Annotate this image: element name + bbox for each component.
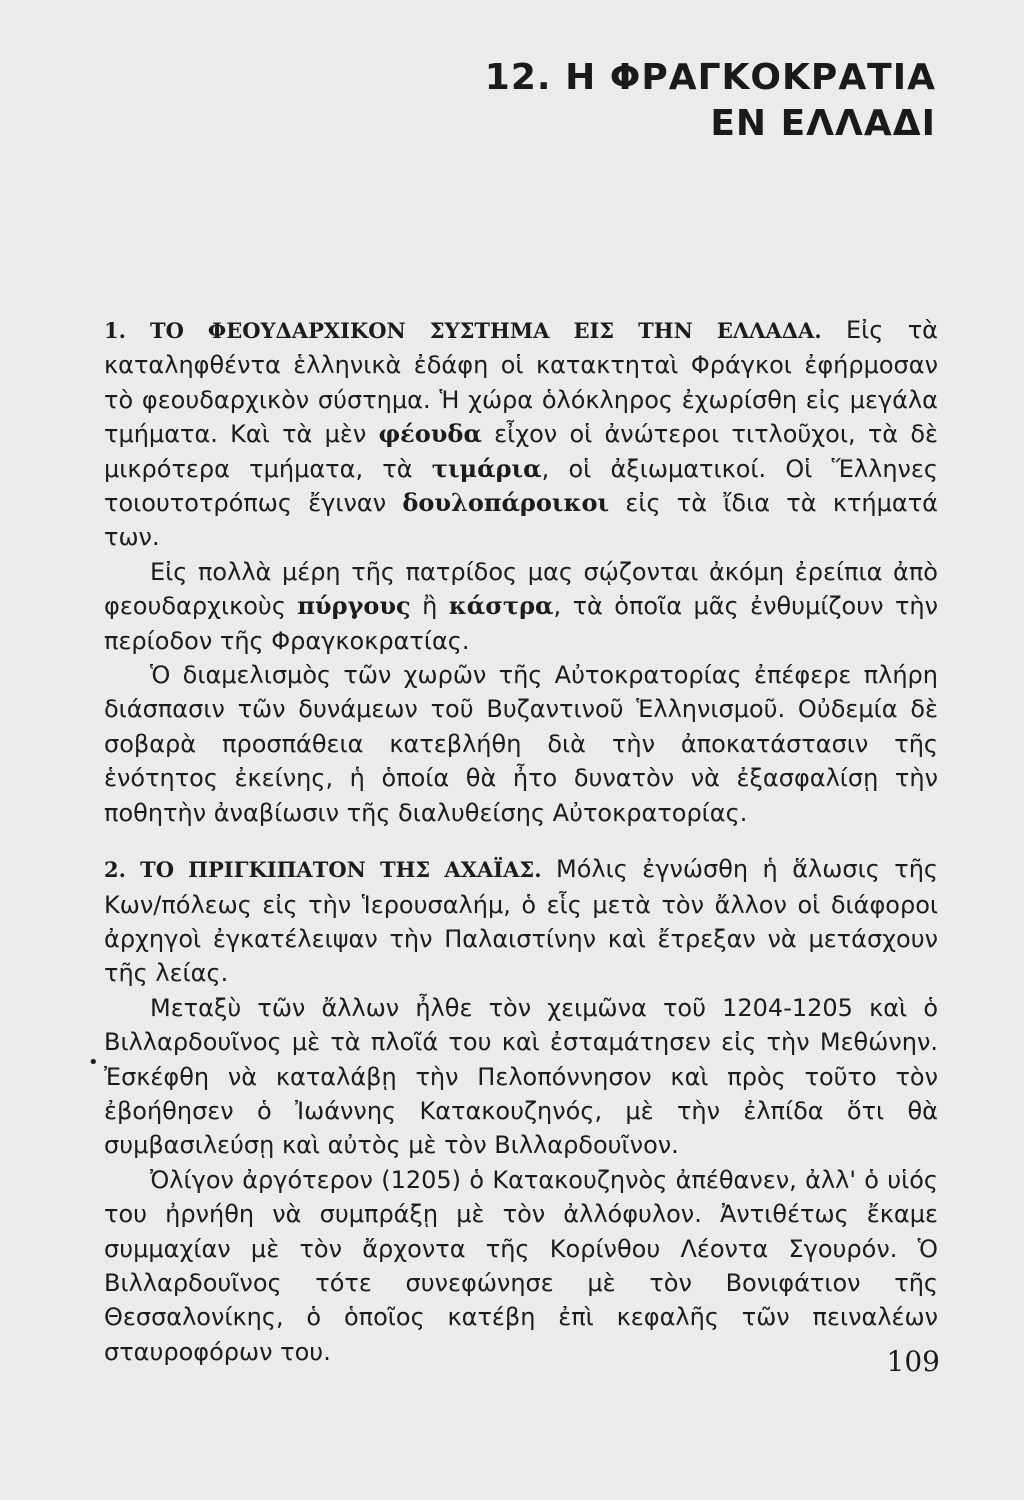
section-1-paragraph-2: Εἰς πολλὰ μέρη τῆς πατρίδος μας σῴζονται ἀκόμη ἐρείπια ἀπὸ φεουδαρχικοὺς πύργους ἢ κάστρα, τὰ ὁποῖα μᾶς ἐνθυμίζουν τὴν περίοδον τῆς Φραγκοκρατίας.: [104, 557, 939, 655]
section-2-paragraph-3: Ὀλίγον ἀργότερον (1205) ὁ Κατακουζηνὸς ἀπέθανεν, ἀλλ' ὁ υἱός του ἠρνήθη νὰ συμπράξῃ μὲ τὸν ἀλλόφυλον. Ἀντιθέτως ἔκαμε συμμαχίαν μὲ τὸν ἄρχοντα τῆς Κορίνθου Λέοντα Σγουρόν. Ὁ Βιλλαρδουῖνος τότε συνεφώνησε μὲ τὸν Βονιφάτιον τῆς Θεσσαλονίκης, ὁ ὁποῖος κατέβη ἐπὶ κεφαλῆς τῶν πειναλέων σταυροφόρων του.: [104, 1165, 938, 1366]
keyword-feouda: φέουδα: [378, 419, 482, 449]
section-1-heading: 1. ΤΟ ΦΕΟΥΔΑΡΧΙΚΟΝ ΣΥΣΤΗΜΑ ΕΙΣ ΤΗΝ ΕΛΛΑΔΑ.: [104, 318, 822, 343]
keyword-doulopariokoi: δουλοπάροικοι: [402, 488, 610, 518]
chapter-title-line-1: 12. Η ΦΡΑΓΚΟΚΡΑΤΙΑ: [484, 57, 936, 98]
section-2-heading: 2. ΤΟ ΠΡΙΓΚΙΠΑΤΟΝ ΤΗΣ ΑΧΑΪΑΣ.: [104, 857, 542, 883]
section-1-paragraph-3: Ὁ διαμελισμὸς τῶν χωρῶν τῆς Αὐτοκρατορίας ἐπέφερε πλήρη διάσπασιν τῶν δυνάμεων τοῦ Βυζαντινοῦ Ἑλληνισμοῦ. Οὐδεμία δὲ σοβαρὰ προσπάθεια κατεβλήθη διὰ τὴν ἀποκατάστασιν τῆς ἑνότητος ἐκείνης, ἡ ὁποία θὰ ἦτο δυνατὸν νὰ ἐξασφαλίσῃ τὴν ποθητὴν ἀναβίωσιν τῆς διαλυθείσης Αὐτοκρατορίας.: [104, 661, 938, 827]
section-1-paragraph-1: 1. ΤΟ ΦΕΟΥΔΑΡΧΙΚΟΝ ΣΥΣΤΗΜΑ ΕΙΣ ΤΗΝ ΕΛΛΑΔΑ. Εἰς τὰ καταληφθέντα ἑλληνικὰ ἐδάφη οἱ κατακτηταὶ Φράγκοι ἐφήρμοσαν τὸ φεουδαρχικὸν σύστημα. Ἡ χώρα ὁλόκληρος ἐχωρίσθη εἰς μεγάλα τμήματα. Καὶ τὰ μὲν φέουδα εἶχον οἱ ἀνώτεροι τιτλοῦχοι, τὰ δὲ μικρότερα τμήματα, τὰ τιμάρια, οἱ ἀξιωματικοί. Οἱ Ἕλληνες τοιουτοτρόπως ἔγιναν δουλοπάροικοι εἰς τὰ ἴδια τὰ κτήματά των.: [104, 316, 938, 552]
margin-dot: •: [88, 1052, 99, 1073]
main-text: [104, 313, 938, 1369]
section-2-paragraph-1: 2. ΤΟ ΠΡΙΓΚΙΠΑΤΟΝ ΤΗΣ ΑΧΑΪΑΣ. Μόλις ἐγνώσθη ἡ ἅλωσις τῆς Κων/πόλεως εἰς τὴν Ἱερουσαλήμ, ὁ εἷς μετὰ τὸν ἄλλον οἱ διάφοροι ἀρχηγοὶ ἐγκατέλειψαν τὴν Παλαιστίνην καὶ ἔτρεξαν νὰ μετάσχουν τῆς λείας.: [104, 855, 938, 988]
keyword-pyrgous: πύργους: [297, 591, 411, 621]
chapter-title: [485, 55, 936, 147]
section-2-paragraph-2: Μεταξὺ τῶν ἄλλων ἦλθε τὸν χειμῶνα τοῦ 1204-1205 καὶ ὁ Βιλλαρδουῖνος μὲ τὰ πλοῖά του καὶ ἐσταμάτησεν εἰς τὴν Μεθώνην. Ἐσκέφθη νὰ καταλάβῃ τὴν Πελοπόννησον καὶ πρὸς τοῦτο τὸν ἐβοήθησεν ὁ Ἰωάννης Κατακουζηνός, μὲ τὴν ἐλπίδα ὅτι θὰ συμβασιλεύσῃ καὶ αὐτὸς μὲ τὸν Βιλλαρδουῖνον.: [104, 993, 938, 1160]
keyword-timaria: τιμάρια: [431, 453, 542, 483]
page-number: 109: [886, 1345, 940, 1378]
keyword-kastra: κάστρα: [448, 591, 554, 621]
chapter-title-line-2: ΕΝ ΕΛΛΑΔΙ: [710, 103, 936, 144]
